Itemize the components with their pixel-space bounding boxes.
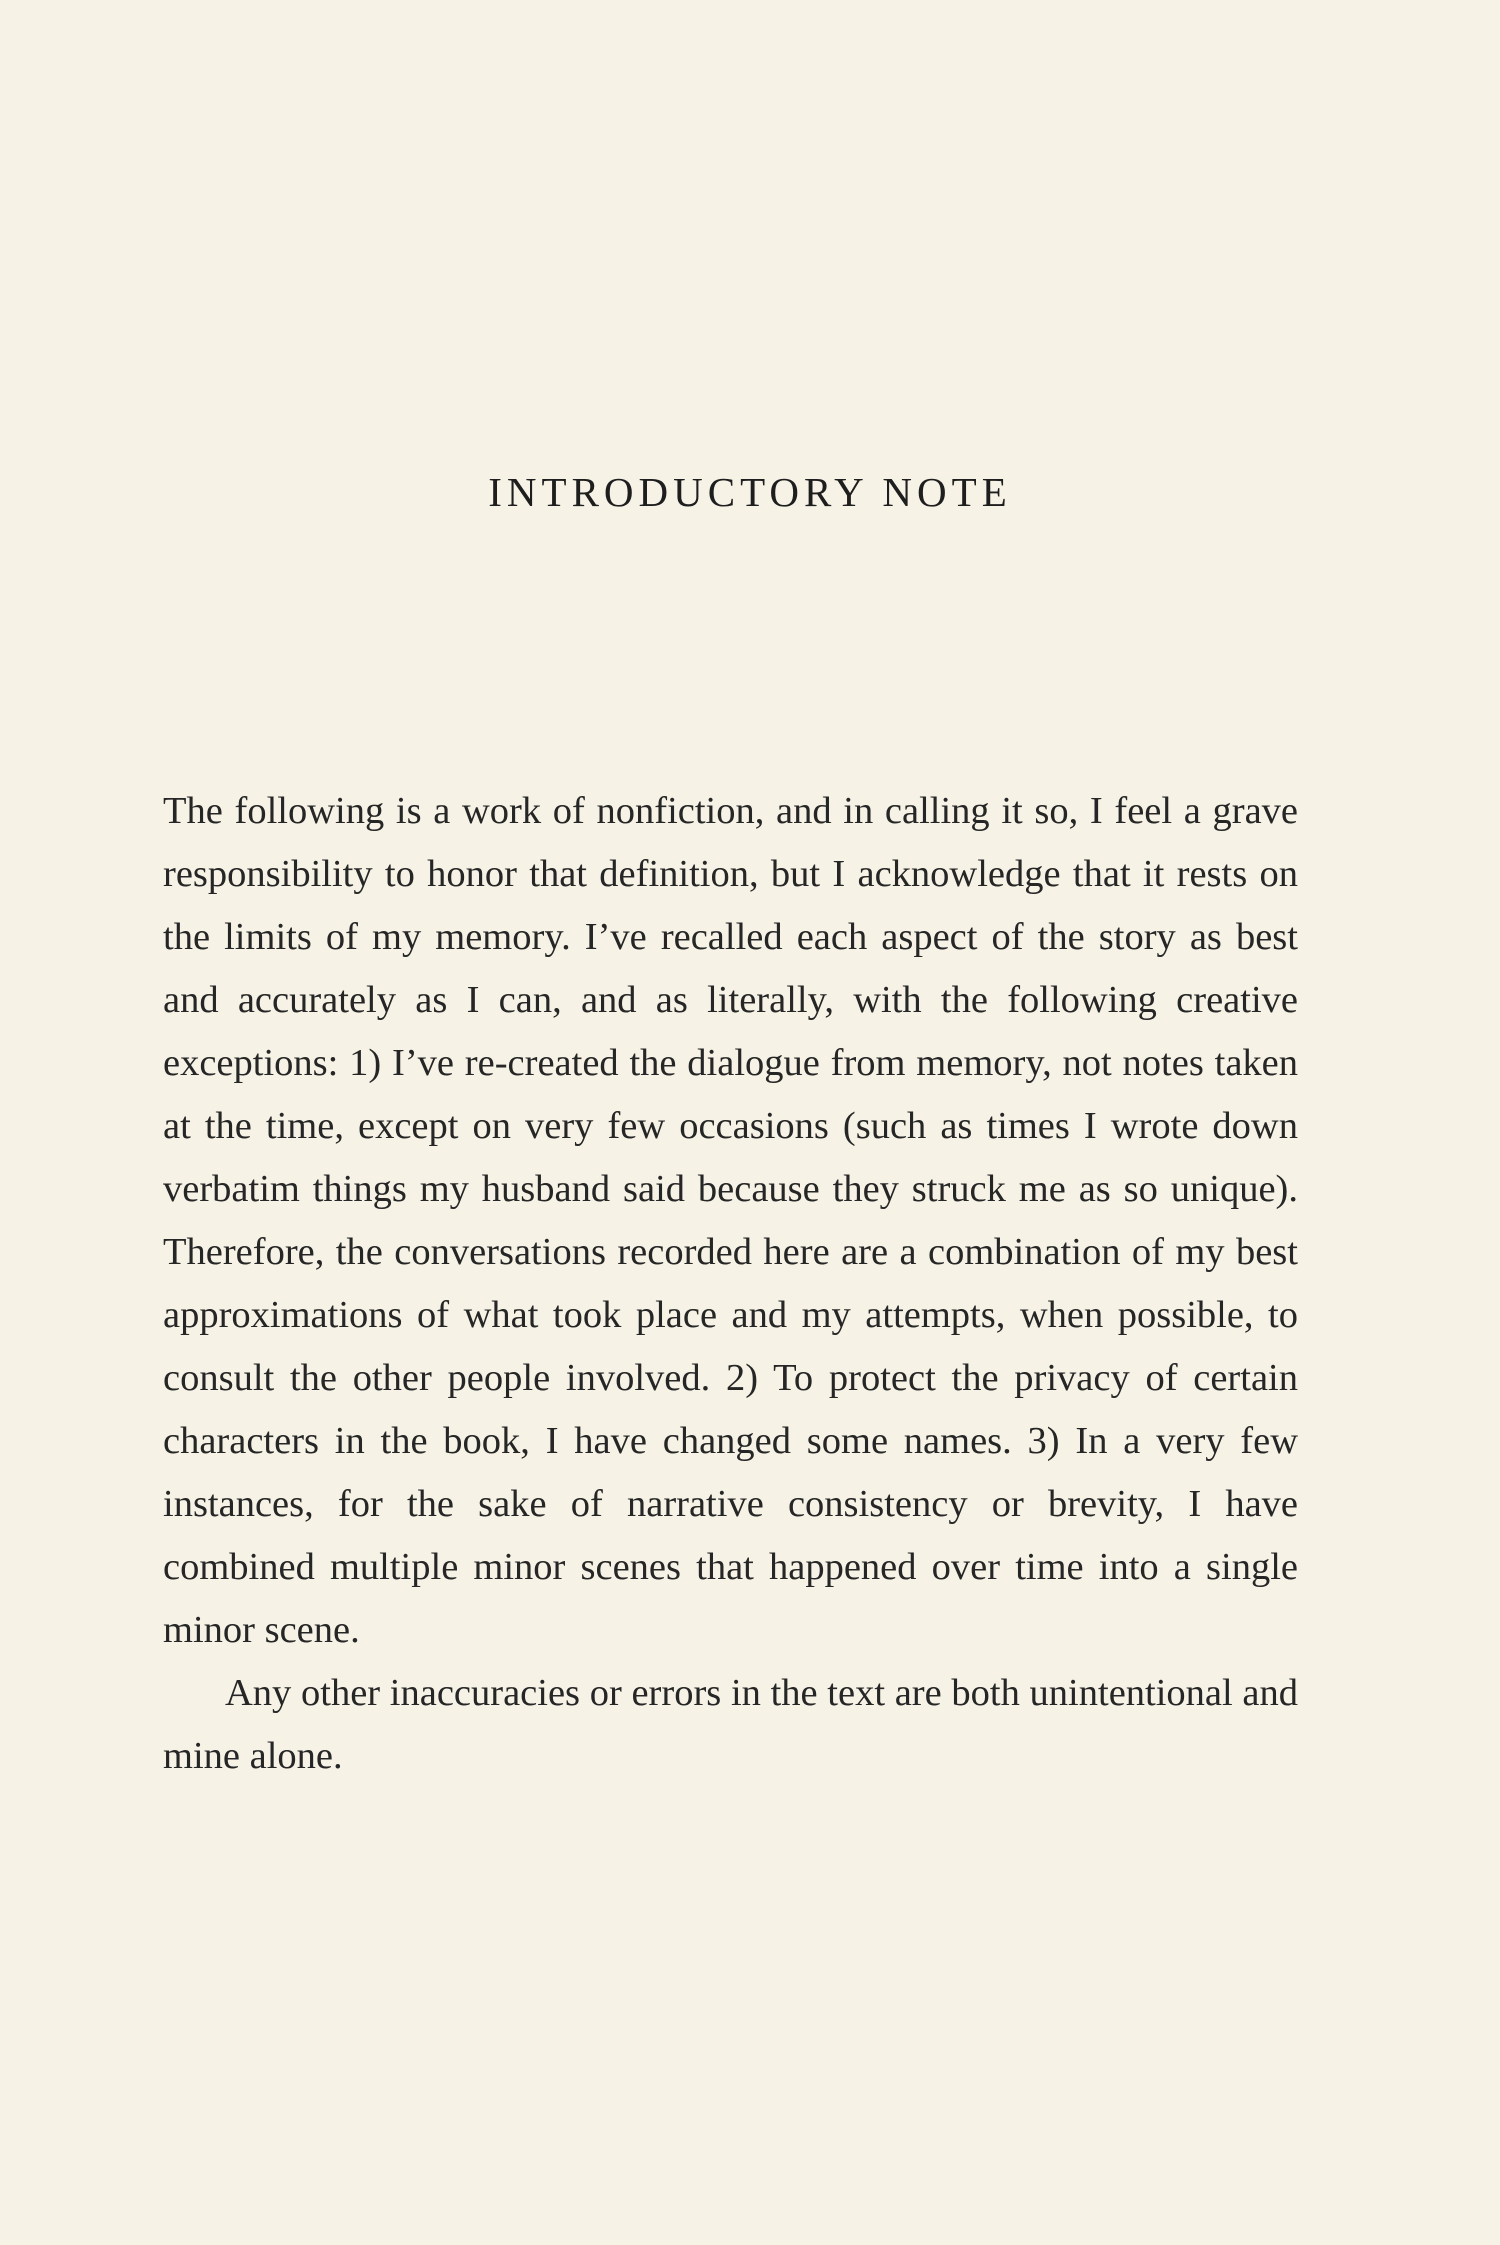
paragraph-2: Any other inaccuracies or errors in the text are both unintentional and mine alone. bbox=[163, 1672, 1298, 1777]
page-title: INTRODUCTORY NOTE bbox=[488, 469, 1012, 515]
paragraph-1: The following is a work of nonfiction, and in calling it so, I feel a grave responsibility to honor that definition, but I acknowledge that it rests on the limits of my memory. I’ve recalled each aspect of the story as best and accurately as I can, and as literally, with the following creative exceptions: 1) I’ve re-created the dialogue from memory, not notes taken at the time, except on very few occasions (such as times I wrote down verbatim things my husband said because they struck me as so unique). Therefore, the conversations recorded here are a combination of my best approximations of what took place and my attempts, when possible, to consult the other people involved. 2) To protect the privacy of certain characters in the book, I have changed some names. 3) In a very few instances, for the sake of narrative consistency or brevity, I have combined multiple minor scenes that happened over time into a single minor scene. bbox=[163, 790, 1298, 1651]
body-text bbox=[163, 780, 1298, 1788]
